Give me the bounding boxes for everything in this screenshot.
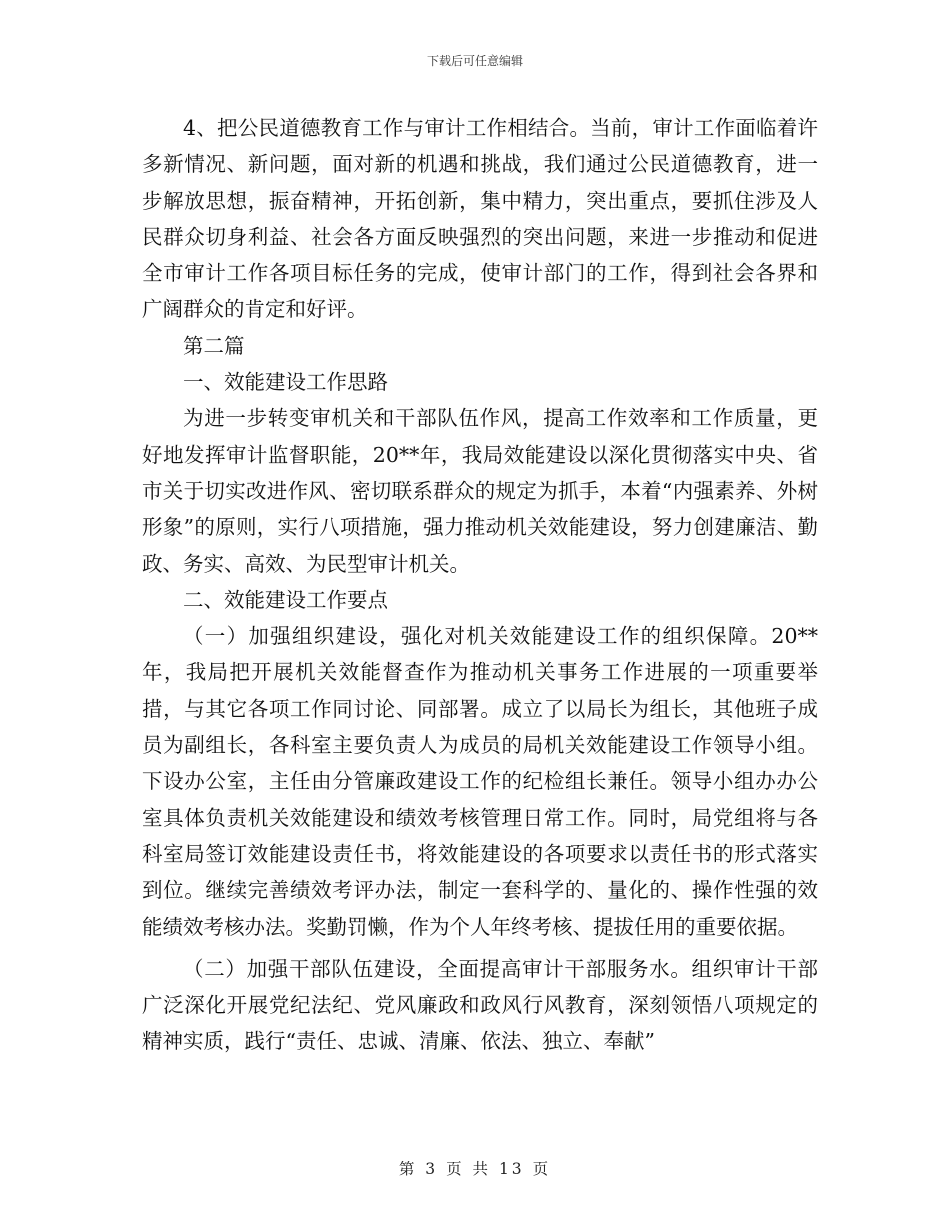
document-body xyxy=(142,110,818,1060)
paragraph-cadre-building: （二）加强干部队伍建设，全面提高审计干部服务水。组织审计干部广泛深化开展党纪法纪、党风廉政和政风行风教育，深刻领悟八项规定的精神实质，践行“责任、忠诚、清廉、依法、独立、奉献” xyxy=(142,956,818,1054)
heading-work-approach: 一、效能建设工作思路 xyxy=(183,370,388,395)
paragraph-work-approach: 为进一步转变审机关和干部队伍作风，提高工作效率和工作质量，更好地发挥审计监督职能，20**年，我局效能建设以深化贯彻落实中央、省市关于切实改进作风、密切联系群众的规定为抓手，本着“内强素养、外树形象”的原则，实行八项措施，强力推动机关效能建设，努力创建廉洁、勤政、务实、高效、为民型审计机关。 xyxy=(142,406,818,576)
page-number-footer: 第 3 页 共 13 页 xyxy=(398,1160,552,1178)
paragraph-civic-morality: 4、把公民道德教育工作与审计工作相结合。当前，审计工作面临着许多新情况、新问题，面对新的机遇和挑战，我们通过公民道德教育，进一步解放思想，振奋精神，开拓创新，集中精力，突出重点，要抓住涉及人民群众切身利益、社会各方面反映强烈的突出问题，来进一步推动和促进全市审计工作各项目标任务的完成，使审计部门的工作，得到社会各界和广阔群众的肯定和好评。 xyxy=(142,116,818,322)
paragraph-organization-building: （一）加强组织建设，强化对机关效能建设工作的组织保障。20**年，我局把开展机关效能督查作为推动机关事务工作进展的一项重要举措，与其它各项工作同讨论、同部署。成立了以局长为组长，其他班子成员为副组长，各科室主要负责人为成员的局机关效能建设工作领导小组。下设办公室，主任由分管廉政建设工作的纪检组长兼任。领导小组办办公室具体负责机关效能建设和绩效考核管理日常工作。同时，局党组将与各科室局签订效能建设责任书，将效能建设的各项要求以责任书的形式落实到位。继续完善绩效考评办法，制定一套科学的、量化的、操作性强的效能绩效考核办法。奖勤罚懒，作为个人年终考核、提拔任用的重要依据。 xyxy=(142,624,818,939)
heading-work-points: 二、效能建设工作要点 xyxy=(183,587,388,612)
section-title-part-two: 第二篇 xyxy=(183,333,245,358)
page-header-note: 下载后可任意编辑 xyxy=(426,54,523,68)
